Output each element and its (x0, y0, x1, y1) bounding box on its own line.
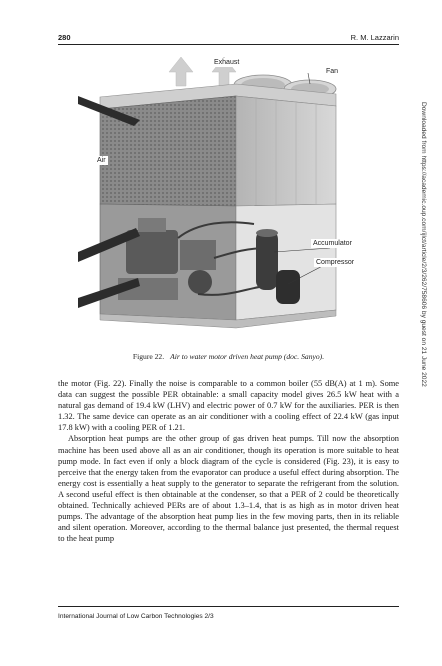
paragraph: Absorption heat pumps are the other group of gas driven heat pumps. Till now the absorption machine has been used above all as an air conditioner, though its operation is more suitable to heat pump mode. In fact even if only a block diagram of the cycle is considered (Fig. 23), it is easy to perceive that the energy taken from the evaporator can produce a useful effect during absorption. The energy cost is essentially a heat supply to the generator to separate the refrigerant from the solution. A second useful effect is then obtainable at the condenser, so that a PER of 2 could be theoretically obtained. Technically achieved PERs are of about 1.3–1.4, that is as high as in motor driven heat pumps. The advantage of the absorption heat pump lies in the few moving parts, then in its reliable and silent operation. Moreover, according to the thermal balance just presented, the thermal request to the heat pump (58, 434, 399, 544)
callout-compressor: Compressor (316, 259, 355, 266)
download-notice: Downloaded from https://academic.oup.com/ijlct/article/2/3/262/758606 by guest on 21 June 2022 (420, 102, 427, 387)
figure-caption (58, 352, 399, 362)
paragraph: the motor (Fig. 22). Finally the noise is comparable to a common boiler (55 dB(A) at 1 m). Some data can suggest the possible PER obtainable: a small capacity model gives 26.5 kW heat with a natural gas demand of 19.4 kW (LHV) and electric power of 0.7 kW for the auxiliaries. PER is then 1.32. The same device can operate as an air conditioner with a cooling effect of 22.4 kW (gas input 17.8 kW) with a cooling PER of 1.21. (58, 379, 399, 433)
figure-heat-pump (78, 52, 378, 342)
body-text (58, 378, 399, 544)
footer-rule (58, 606, 399, 607)
caption-text: Air to water motor driven heat pump (doc. Sanyo). (170, 352, 325, 361)
callout-air: Air (97, 157, 106, 164)
page-number: 280 (58, 33, 71, 42)
callout-exhaust: Exhaust (214, 59, 240, 66)
callout-fan: Fan (326, 68, 339, 75)
callout-accumulator: Accumulator (313, 240, 352, 247)
accumulator-tank (256, 229, 278, 290)
heat-pump-illustration (78, 52, 378, 342)
header-rule (58, 44, 399, 45)
compressor-unit (276, 270, 300, 304)
caption-label: Figure 22. (132, 352, 165, 361)
journal-footer: International Journal of Low Carbon Technologies 2/3 (58, 613, 214, 620)
running-head-author: R. M. Lazzarin (350, 33, 399, 42)
